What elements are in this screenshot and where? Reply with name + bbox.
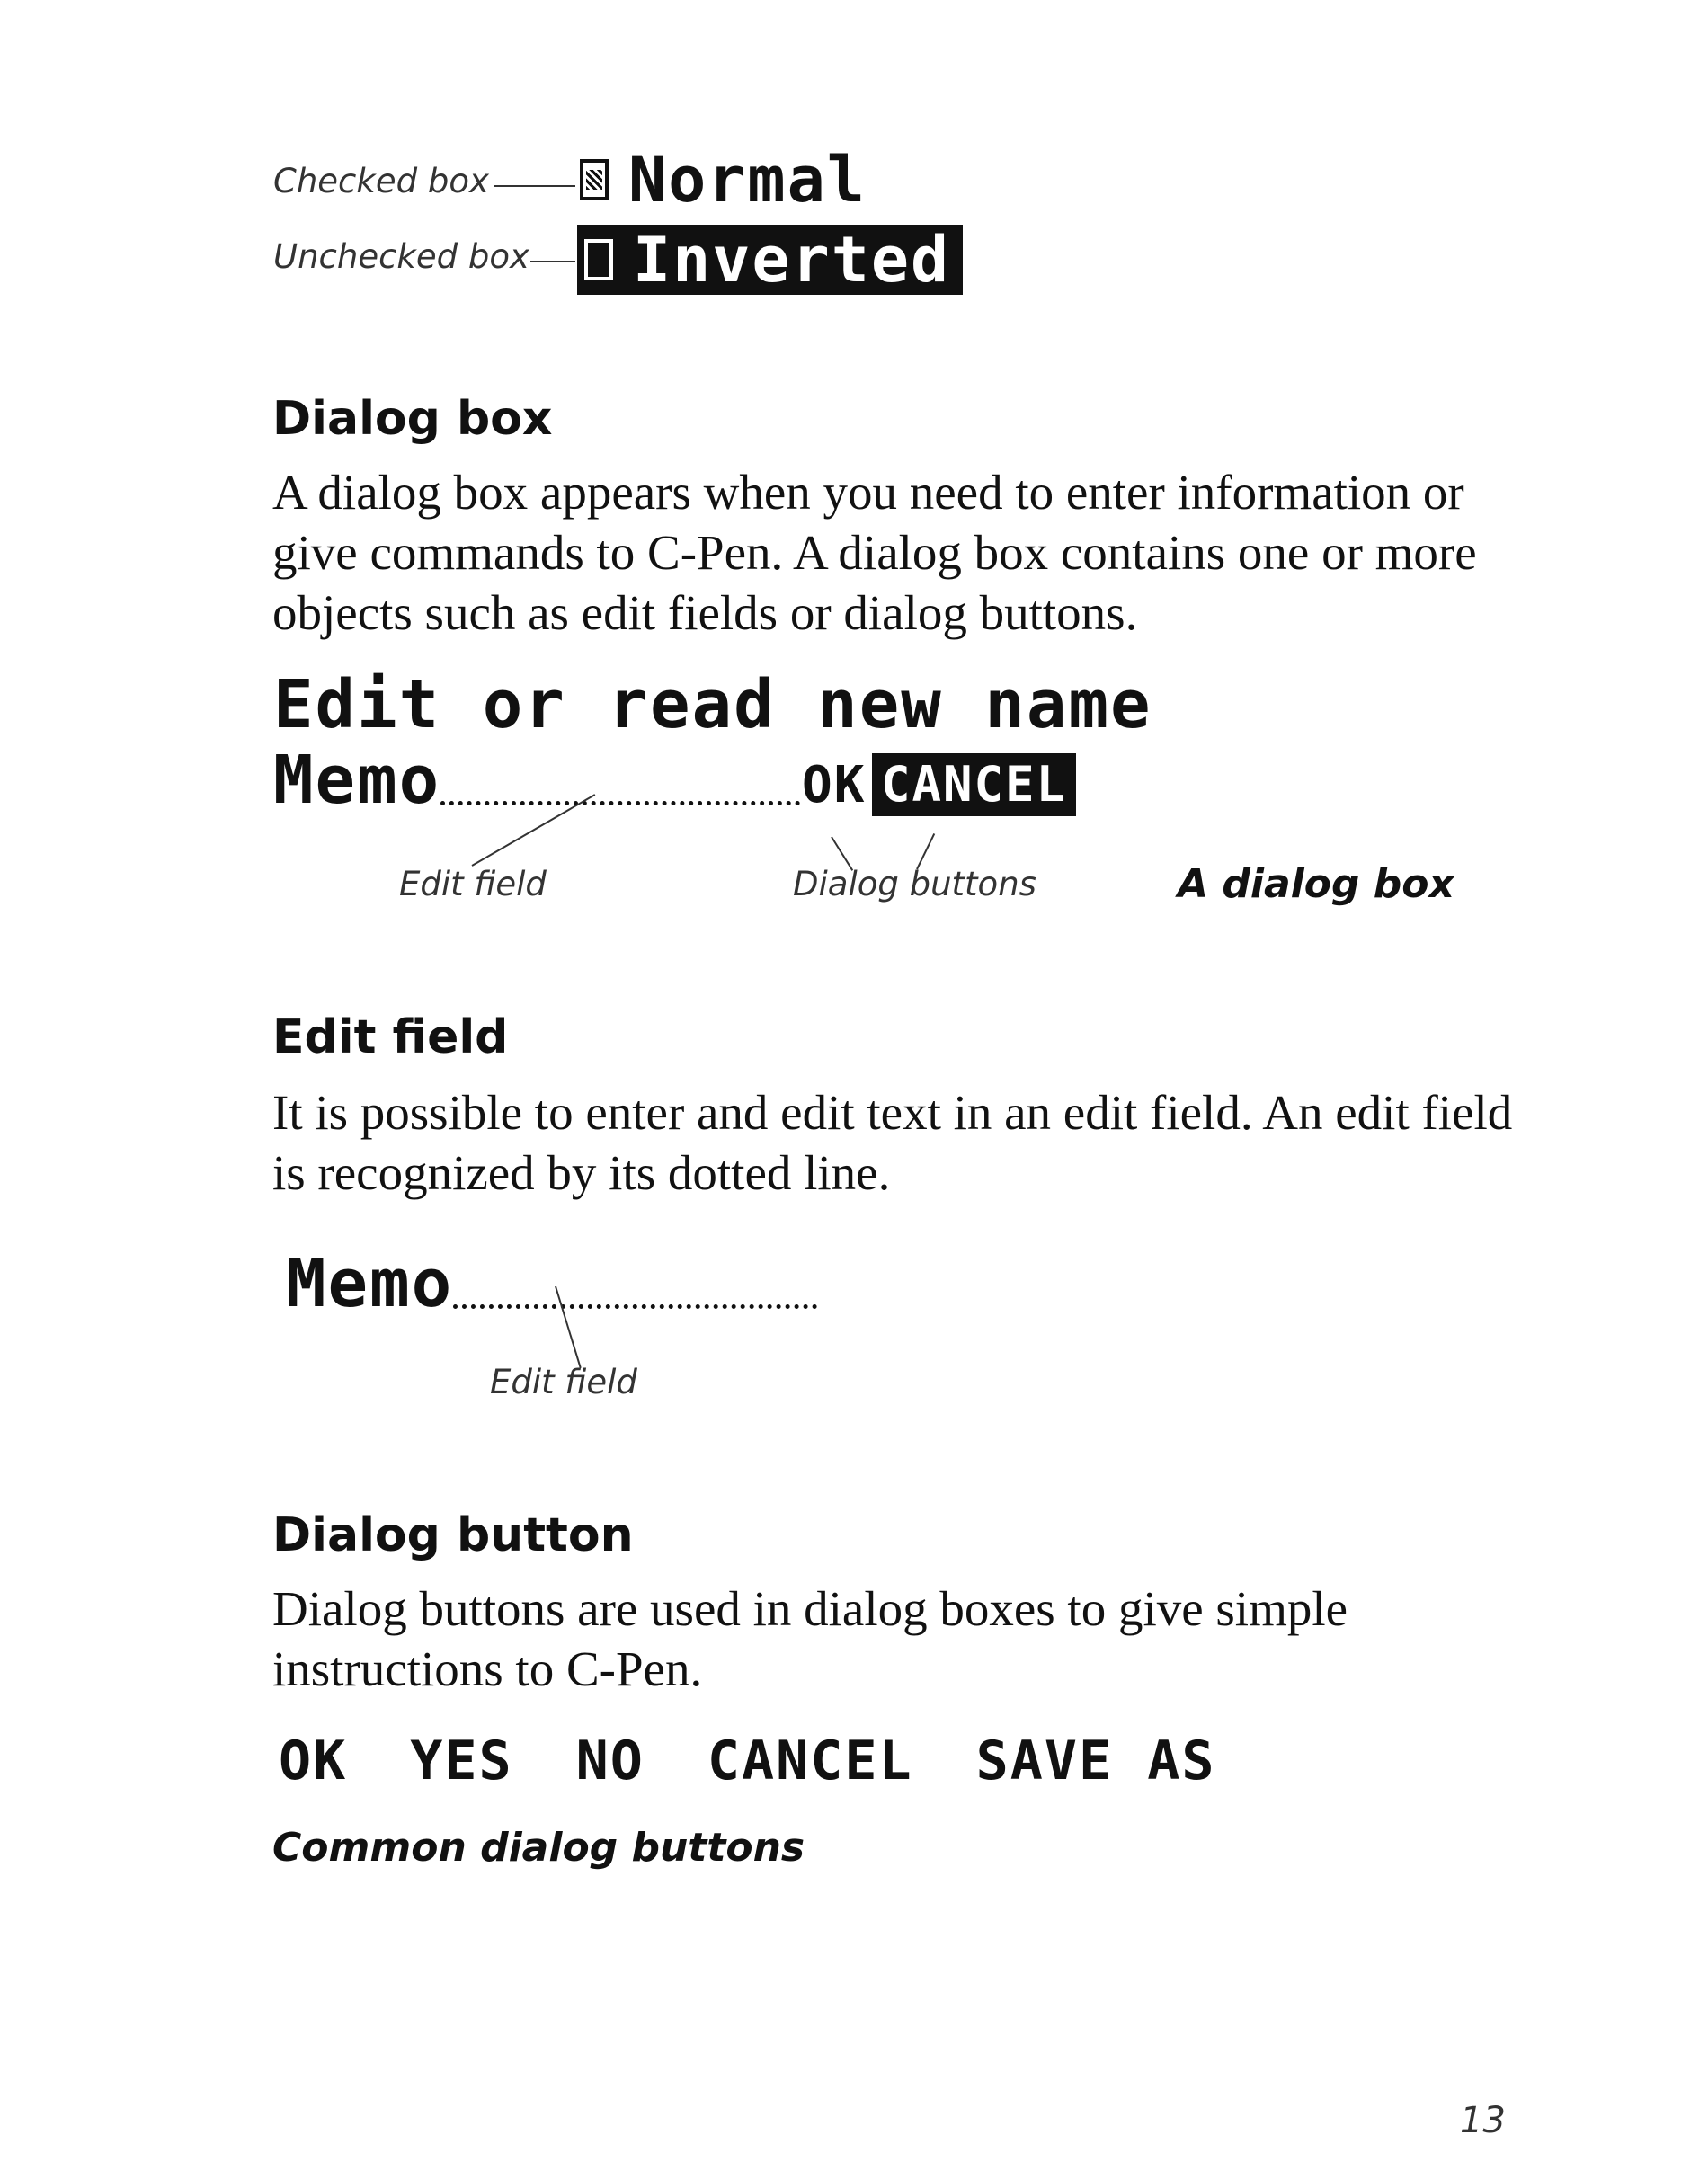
dialog-edit-field[interactable] bbox=[273, 742, 800, 819]
checkbox-figure bbox=[270, 143, 951, 297]
edit-field-heading: Edit field bbox=[272, 1010, 509, 1064]
no-button[interactable]: NO bbox=[575, 1730, 645, 1792]
edit-field-example[interactable] bbox=[286, 1245, 817, 1322]
cancel-button[interactable]: CANCEL bbox=[707, 1730, 913, 1792]
dialog-edit-field-label: Edit field bbox=[399, 865, 547, 903]
page-number: 13 bbox=[1460, 2100, 1506, 2141]
checked-box-leader bbox=[494, 185, 575, 187]
edit-field-example-text: Memo bbox=[286, 1245, 454, 1322]
dialog-box-caption: A dialog box bbox=[1178, 861, 1454, 907]
edit-field-figure bbox=[270, 1241, 899, 1420]
unchecked-checkbox-icon bbox=[584, 239, 613, 280]
yes-button[interactable]: YES bbox=[410, 1730, 513, 1792]
dialog-button-heading: Dialog button bbox=[272, 1508, 634, 1562]
save-as-button[interactable]: SAVE AS bbox=[975, 1730, 1216, 1792]
checked-checkbox-icon bbox=[580, 159, 609, 200]
edit-field-dotted-line bbox=[453, 1304, 817, 1309]
inverted-option[interactable] bbox=[577, 225, 963, 295]
inverted-option-text: Inverted bbox=[633, 223, 951, 297]
dialog-buttons-label: Dialog buttons bbox=[793, 865, 1036, 903]
dialog-title-line: Edit or read new name bbox=[273, 666, 1152, 743]
edit-field-example-label: Edit field bbox=[490, 1363, 637, 1401]
dialog-box-figure bbox=[270, 665, 1483, 917]
dialog-edit-field-dotted-line bbox=[440, 801, 800, 805]
normal-option[interactable] bbox=[580, 144, 867, 216]
edit-field-body: It is possible to enter and edit text in an edit field. An edit field is recognized by its dotted line. bbox=[272, 1085, 1513, 1200]
common-dialog-buttons-caption: Common dialog buttons bbox=[272, 1825, 805, 1871]
dialog-box-heading: Dialog box bbox=[272, 392, 553, 446]
unchecked-box-leader bbox=[530, 261, 575, 262]
dialog-cancel-button[interactable]: CANCEL bbox=[872, 753, 1076, 816]
checked-box-label: Checked box bbox=[273, 162, 489, 200]
dialog-edit-field-text: Memo bbox=[273, 742, 441, 819]
normal-option-text: Normal bbox=[628, 143, 867, 217]
ok-button[interactable]: OK bbox=[279, 1730, 348, 1792]
dialog-button-body: Dialog buttons are used in dialog boxes to give simple instructions to C-Pen. bbox=[272, 1581, 1348, 1696]
common-dialog-buttons bbox=[279, 1730, 1216, 1792]
unchecked-box-label: Unchecked box bbox=[273, 237, 529, 276]
dialog-ok-button[interactable]: OK bbox=[802, 756, 867, 814]
dialog-box-body: A dialog box appears when you need to enter information or give commands to C-Pen. A dialog box contains one or more objects such as edit fields or dialog buttons. bbox=[272, 465, 1477, 640]
